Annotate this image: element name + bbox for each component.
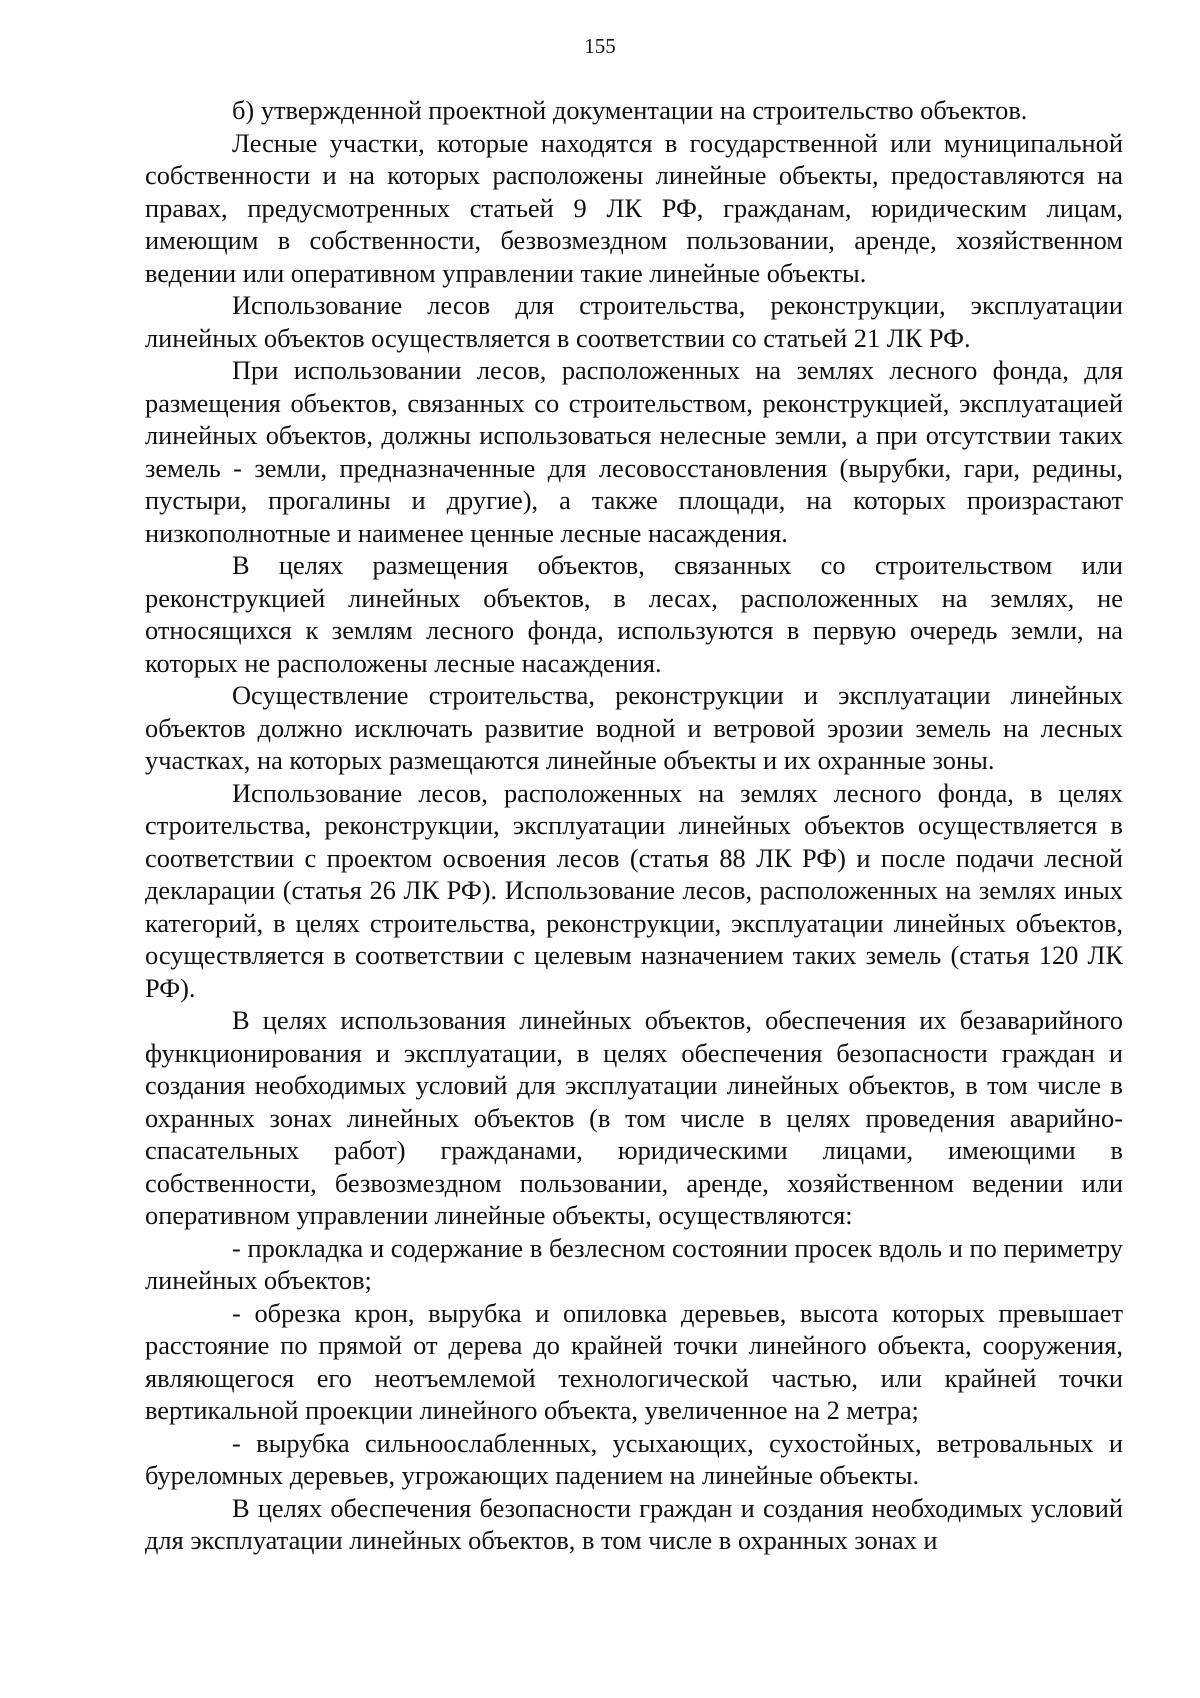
paragraph-safety-continued: В целях обеспечения безопасности граждан и создания необходимых условий для эксплуатации линейных объектов, в том числе в охранных зонах и — [145, 1492, 1123, 1555]
list-item-clearings: - прокладка и содержание в безлесном состоянии просек вдоль и по периметру линейных объектов; — [145, 1232, 1123, 1295]
document-body — [145, 94, 1123, 1557]
list-item-weak-trees-felling: - вырубка сильноослабленных, усыхающих, сухостойных, ветровальных и буреломных деревьев, угрожающих падением на линейные объекты. — [145, 1427, 1123, 1490]
paragraph-linear-objects-safety: В целях использования линейных объектов, обеспечения их безаварийного функционирования и эксплуатации, в целях обеспечения безопасности граждан и создания необходимых условий для эксплуатации линейных объектов, в том числе в охранных зонах линейных объектов (в том числе в целях проведения аварийно-спасательных работ) гражданами, юридическими лицами, имеющими в собственности, безвозмездном пользовании, аренде, хозяйственном ведении или оперативном управлении линейные объекты, осуществляются: — [145, 1005, 1123, 1230]
page-number: 155 — [584, 34, 616, 58]
paragraph-forest-development-project: Использование лесов, расположенных на землях лесного фонда, в целях строительства, реконструкции, эксплуатации линейных объектов осуществляется в соответствии с проектом освоения лесов (статья 88 ЛК РФ) и после подачи лесной декларации (статья 26 ЛК РФ). Использование лесов, расположенных на землях иных категорий, в целях строительства, реконструкции, эксплуатации линейных объектов, осуществляется в соответствии с целевым назначением таких земель (статья 120 ЛК РФ). — [145, 777, 1123, 1003]
list-item-tree-pruning: - обрезка крон, вырубка и опиловка деревьев, высота которых превышает расстояние по прямой от дерева до крайней точки линейного объекта, сооружения, являющегося его неотъемлемой технологической частью, или крайней точки вертикальной проекции линейного объекта, увеличенное на 2 метра; — [145, 1297, 1123, 1425]
paragraph-non-forest-lands: При использовании лесов, расположенных на землях лесного фонда, для размещения объектов, связанных со строительством, реконструкцией, эксплуатацией линейных объектов, должны использоваться нелесные земли, а при отсутствии таких земель - земли, предназначенные для лесовосстановления (вырубки, гари, редины, пустыри, прогалины и другие), а также площади, на которых произрастают низкополнотные и наименее ценные лесные насаждения. — [145, 355, 1123, 548]
paragraph-erosion-prevention: Осуществление строительства, реконструкции и эксплуатации линейных объектов должно исключать развитие водной и ветровой эрозии земель на лесных участках, на которых размещаются линейные объекты и их охранные зоны. — [145, 680, 1123, 775]
paragraph-forest-use-article-21: Использование лесов для строительства, реконструкции, эксплуатации линейных объектов осуществляется в соответствии со статьей 21 ЛК РФ. — [145, 290, 1123, 353]
paragraph-forest-plots-rights: Лесные участки, которые находятся в государственной или муниципальной собственности и на которых расположены линейные объекты, предоставляются на правах, предусмотренных статьей 9 ЛК РФ, гражданам, юридическим лицам, имеющим в собственности, безвозмездном пользовании, аренде, хозяйственном ведении или оперативном управлении такие линейные объекты. — [145, 127, 1123, 288]
paragraph-placement-objects: В целях размещения объектов, связанных со строительством или реконструкцией линейных объектов, в лесах, расположенных на землях, не относящихся к землям лесного фонда, используются в первую очередь земли, на которых не расположены лесные насаждения. — [145, 550, 1123, 678]
paragraph-item-b: б) утвержденной проектной документации на строительство объектов. — [232, 95, 1028, 125]
